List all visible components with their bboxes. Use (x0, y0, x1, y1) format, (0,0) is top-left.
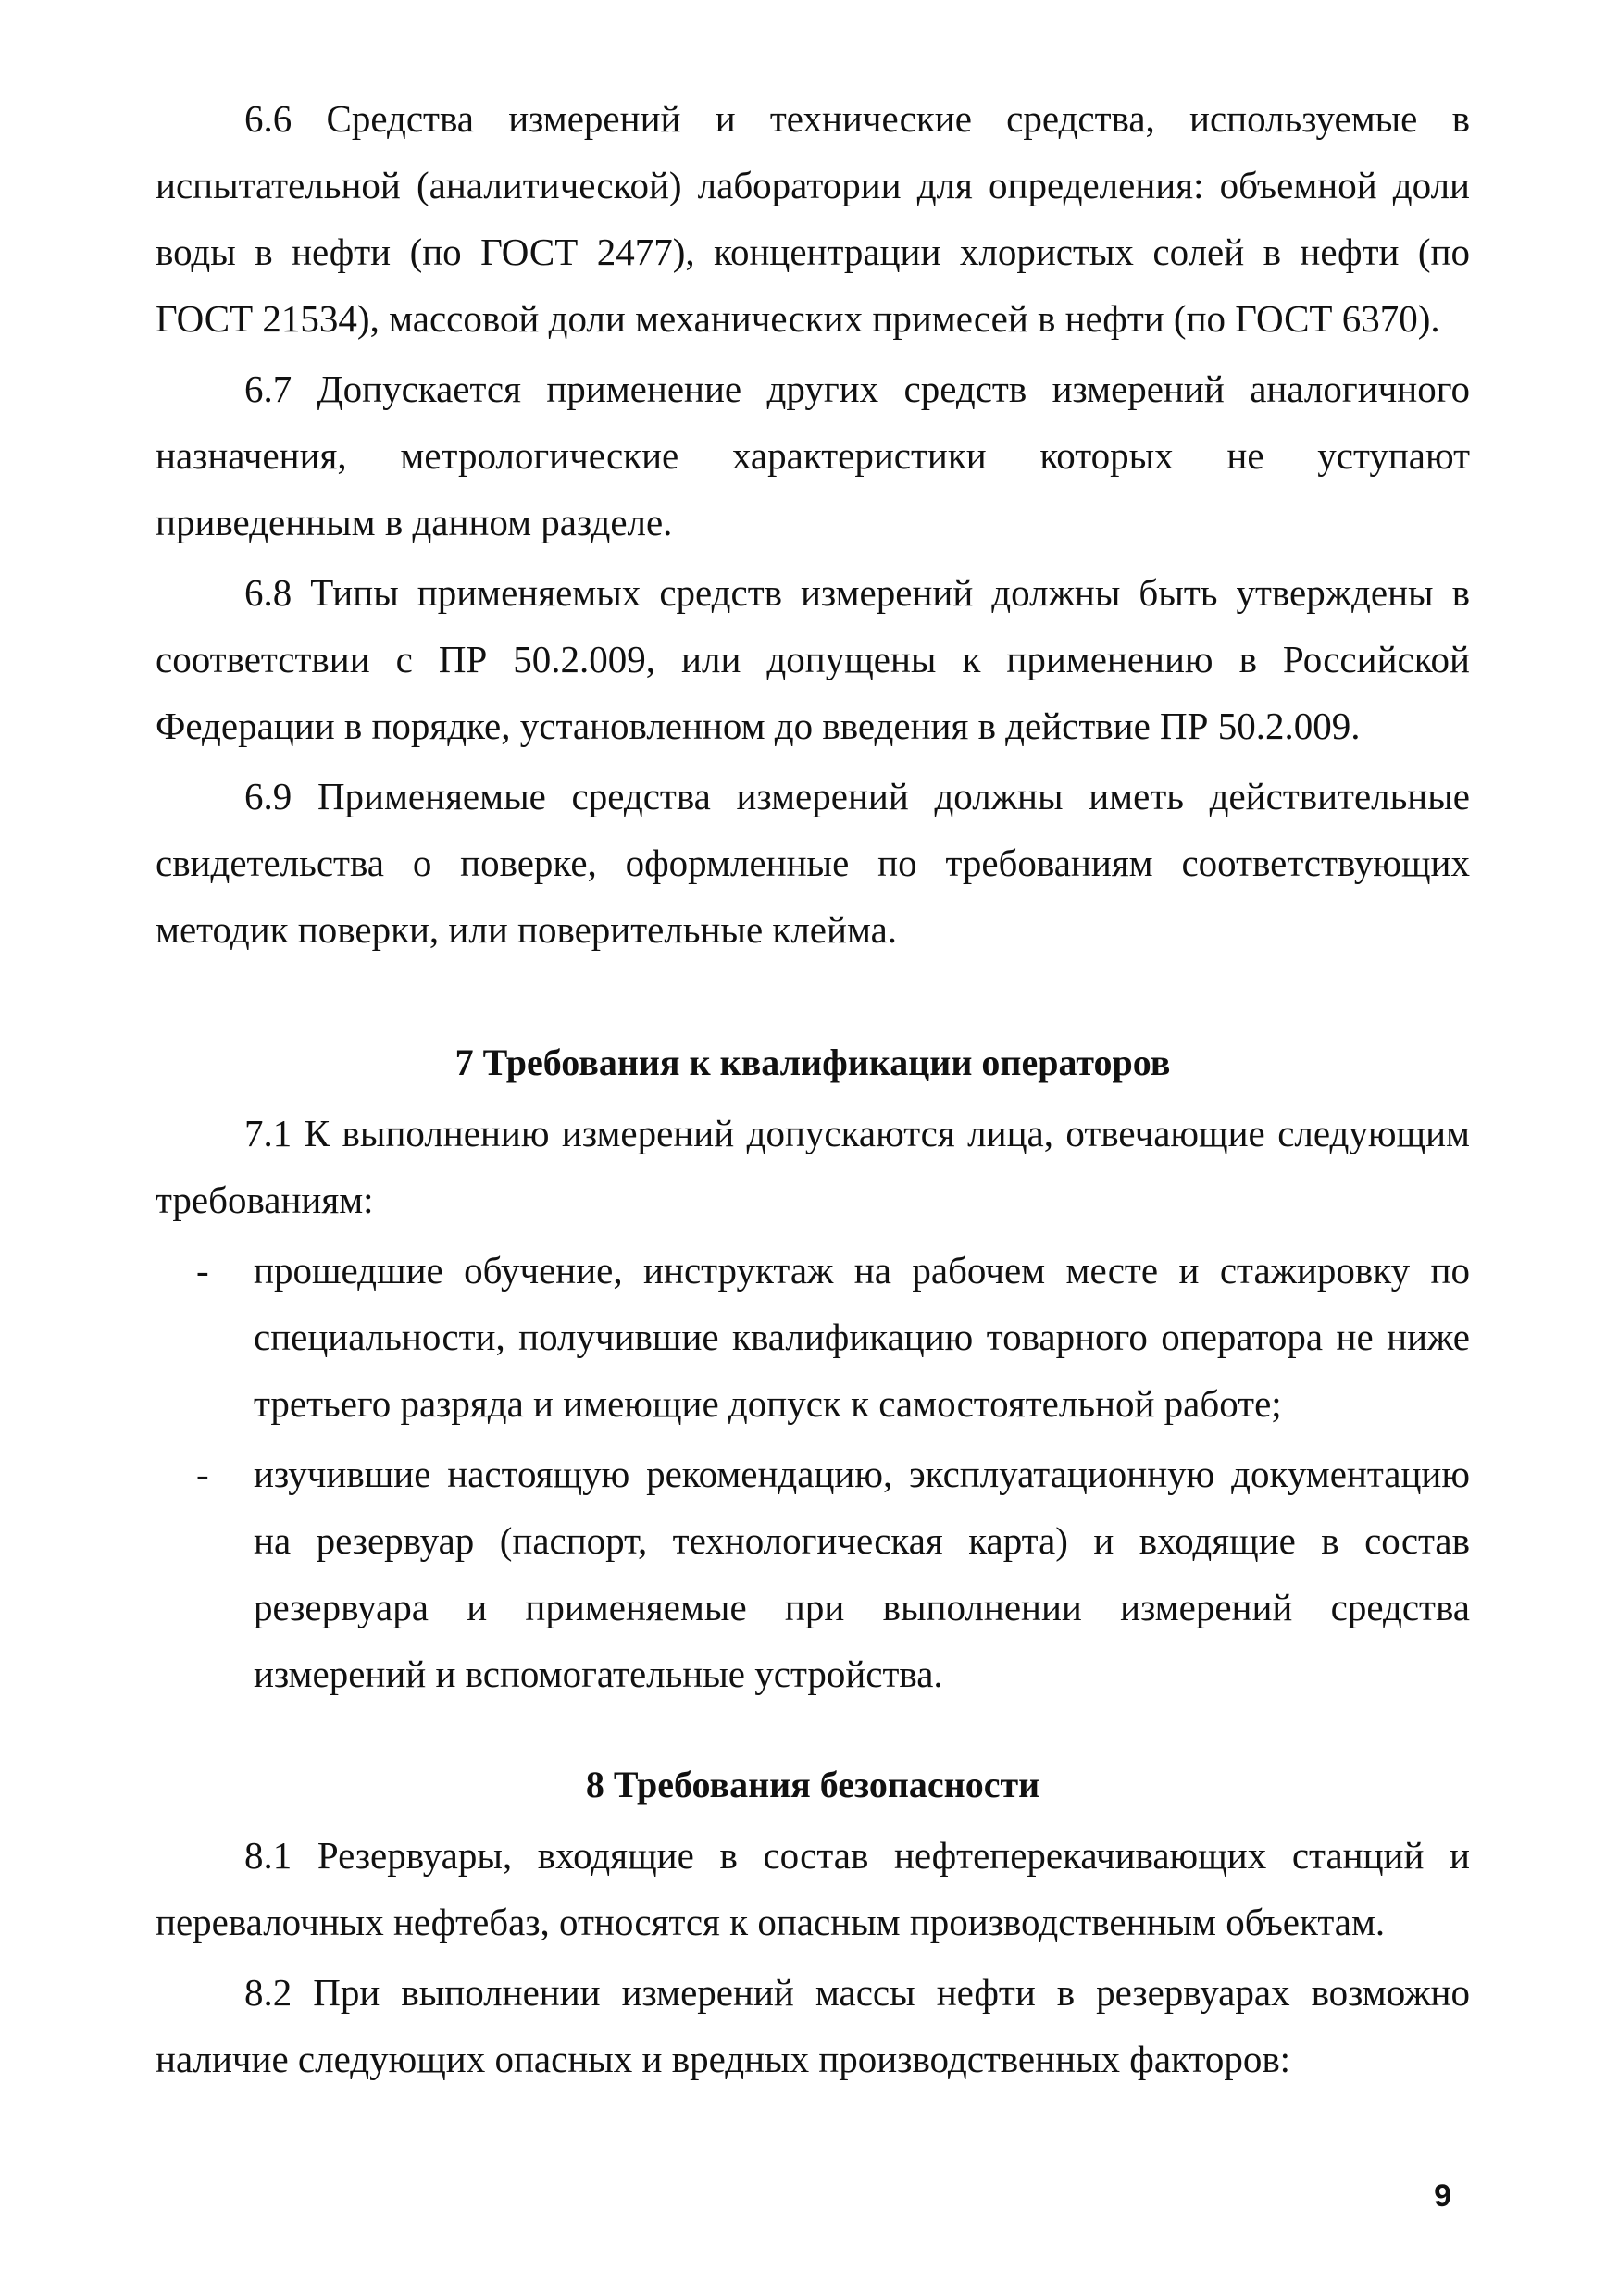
paragraph-6-6: 6.6 Средства измерений и технические средства, используемые в испытательной (аналитической) лаборатории для определения: объемной доли воды в нефти (по ГОСТ 2477), концентрации хлористых солей в нефти (по ГОСТ 21534), массовой доли механических примесей в нефти (по ГОСТ 6370). (156, 97, 1470, 340)
section-8 (156, 1752, 1470, 2092)
section-7-heading: 7 Требования к квалификации операторов (454, 1042, 1171, 1083)
bullet-dash: - (196, 1453, 209, 1495)
section-8-heading: 8 Требования безопасности (585, 1764, 1040, 1805)
list-item-text: изучившие настоящую рекомендацию, эксплуатационную документацию на резервуар (паспорт, технологическая карта) и входящие в состав резервуара и применяемые при выполнении измерений средства измерений и вспомогательные устройства. (254, 1453, 1470, 1695)
paragraph-8-2: 8.2 При выполнении измерений массы нефти в резервуарах возможно наличие следующих опасных и вредных производственных факторов: (156, 1971, 1470, 2080)
paragraph-6-7: 6.7 Допускается применение других средств измерений аналогичного назначения, метрологические характеристики которых не уступают приведенным в данном разделе. (156, 368, 1470, 543)
page-number: 9 (1434, 2178, 1451, 2214)
list-item-text: прошедшие обучение, инструктаж на рабочем месте и стажировку по специальности, получившие квалификацию товарного оператора не ниже третьего разряда и имеющие допуск к самостоятельной работе; (254, 1249, 1470, 1425)
paragraph-7-1: 7.1 К выполнению измерений допускаются лица, отвечающие следующим требованиям: (156, 1112, 1470, 1221)
section-6-text (156, 85, 1470, 963)
bullet-dash: - (196, 1249, 209, 1292)
section-7 (156, 1029, 1470, 1707)
list-item (156, 1441, 1470, 1707)
paragraph-6-9: 6.9 Применяемые средства измерений должны иметь действительные свидетельства о поверке, оформленные по требованиям соответствующих методик поверки, или поверительные клейма. (156, 775, 1470, 951)
list-item (156, 1237, 1470, 1437)
paragraph-8-1: 8.1 Резервуары, входящие в состав нефтеперекачивающих станций и перевалочных нефтебаз, относятся к опасным производственным объектам. (156, 1834, 1470, 1943)
paragraph-6-8: 6.8 Типы применяемых средств измерений должны быть утверждены в соответствии с ПР 50.2.009, или допущены к применению в Российской Федерации в порядке, установленном до введения в действие ПР 50.2.009. (156, 571, 1470, 747)
